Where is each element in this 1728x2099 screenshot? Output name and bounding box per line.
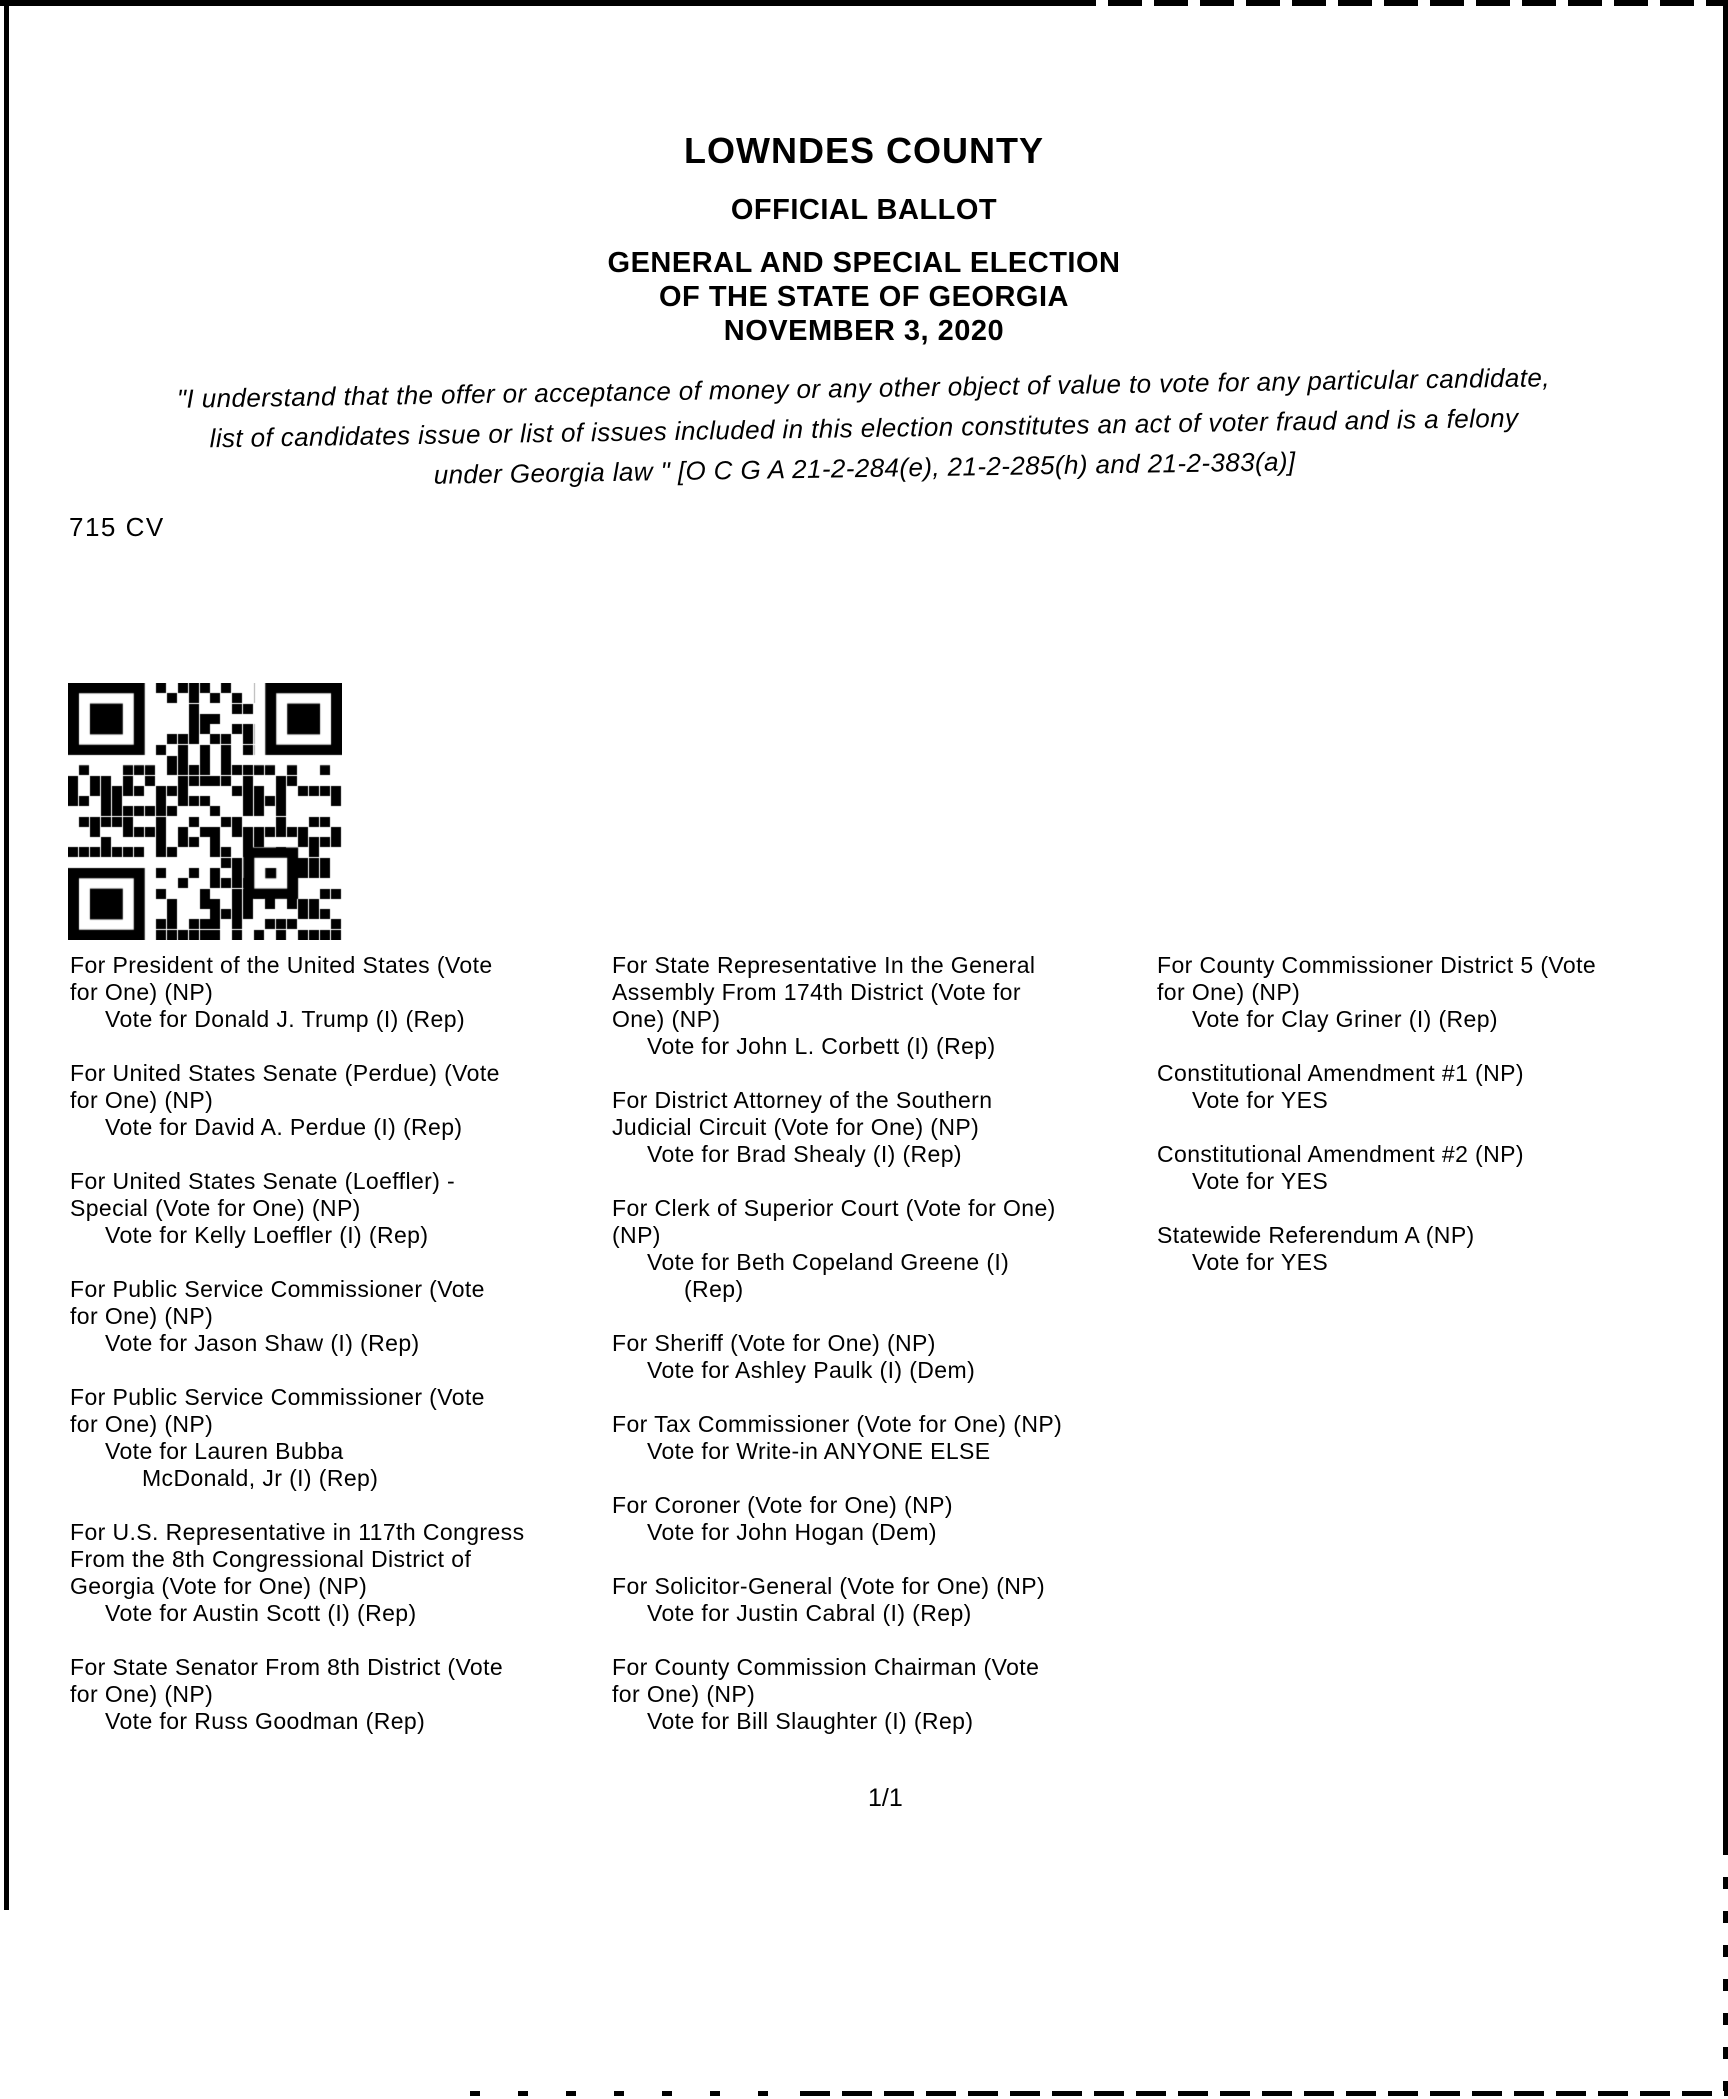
contest (612, 1330, 1157, 1384)
contest (70, 1654, 615, 1735)
vote-selection-line: Vote for Kelly Loeffler (I) (Rep) (105, 1222, 429, 1248)
ballot-style-code: 715 CV (69, 512, 165, 542)
contest-title-line: For District Attorney of the Southern (612, 1087, 993, 1113)
contest-title-line: Statewide Referendum A (NP) (1157, 1222, 1475, 1248)
contest-title-line: For Clerk of Superior Court (Vote for One) (612, 1195, 1056, 1221)
vote-selection-line: Vote for YES (1192, 1249, 1329, 1275)
contest-title-line: For Coroner (Vote for One) (NP) (612, 1492, 953, 1518)
page-border-top-dashed (1062, 0, 1728, 6)
election-title-line: OF THE STATE OF GEORGIA (659, 281, 1069, 313)
vote-selection-line: Vote for YES (1192, 1168, 1329, 1194)
contest (612, 1195, 1157, 1303)
vote-selection-line: Vote for Donald J. Trump (I) (Rep) (105, 1006, 466, 1032)
contest-title-line: for One) (NP) (70, 979, 214, 1005)
contest (1157, 1141, 1702, 1195)
contest (612, 1411, 1157, 1465)
contest (612, 1492, 1157, 1546)
contest-title-line: For United States Senate (Loeffler) - (70, 1168, 456, 1194)
ballot-title: OFFICIAL BALLOT (730, 194, 998, 226)
contest (1157, 1222, 1702, 1276)
page-border-bottom-dashed (800, 2091, 1728, 2096)
contest-title-line: For Solicitor-General (Vote for One) (NP) (612, 1573, 1046, 1599)
page-border-bottom-sparse (470, 2091, 800, 2096)
contest-title-line: for One) (NP) (70, 1303, 214, 1329)
contest-title-line: For President of the United States (Vote (70, 952, 493, 978)
vote-selection-line: Vote for Beth Copeland Greene (I) (647, 1249, 1010, 1275)
contest (70, 1384, 615, 1492)
election-title-line: GENERAL AND SPECIAL ELECTION (607, 247, 1121, 279)
contest (612, 1573, 1157, 1627)
contest-title-line: for One) (NP) (1157, 979, 1301, 1005)
vote-selection-line: Vote for Bill Slaughter (I) (Rep) (647, 1708, 974, 1734)
vote-selection-line: Vote for Austin Scott (I) (Rep) (105, 1600, 417, 1626)
vote-selection-line: Vote for Justin Cabral (I) (Rep) (647, 1600, 972, 1626)
contest-title-line: For Sheriff (Vote for One) (NP) (612, 1330, 936, 1356)
vote-selection-line: Vote for David A. Perdue (I) (Rep) (105, 1114, 463, 1140)
contest-title-line: for One) (NP) (612, 1681, 756, 1707)
page-border-top (0, 0, 1062, 6)
ballot-column-3 (1157, 952, 1702, 1303)
warning-line: "I understand that the offer or acceptance of money or any other object of value to vote for any particular candidate, (176, 362, 1551, 414)
ballot-column-1 (70, 952, 615, 1762)
contest (612, 1087, 1157, 1168)
contest-title-line: for One) (NP) (70, 1681, 214, 1707)
vote-selection-line: Vote for John L. Corbett (I) (Rep) (647, 1033, 996, 1059)
contest-title-line: For State Senator From 8th District (Vote (70, 1654, 504, 1680)
contest-title-line: Judicial Circuit (Vote for One) (NP) (612, 1114, 980, 1140)
vote-selection-line: Vote for Write-in ANYONE ELSE (647, 1438, 991, 1464)
contest-title-line: Georgia (Vote for One) (NP) (70, 1573, 368, 1599)
warning-line: under Georgia law " [O C G A 21-2-284(e), 21-2-285(h) and 21-2-383(a)] (433, 446, 1296, 490)
contest-title-line: For Public Service Commissioner (Vote (70, 1276, 485, 1302)
election-title-line: NOVEMBER 3, 2020 (723, 315, 1005, 347)
contest (1157, 1060, 1702, 1114)
vote-selection-line: Vote for Jason Shaw (I) (Rep) (105, 1330, 420, 1356)
contest-title-line: For County Commissioner District 5 (Vote (1157, 952, 1597, 978)
contest-title-line: For State Representative In the General (612, 952, 1036, 978)
vote-selection-line: Vote for Lauren Bubba (105, 1438, 344, 1464)
contest-title-line: From the 8th Congressional District of (70, 1546, 472, 1572)
contest (70, 952, 615, 1033)
voter-fraud-warning (49, 355, 1679, 501)
contest-title-line: for One) (NP) (70, 1411, 214, 1437)
qr-code (68, 683, 342, 940)
page-number: 1/1 (868, 1784, 903, 1812)
contest-title-line: For Public Service Commissioner (Vote (70, 1384, 485, 1410)
vote-selection-line: McDonald, Jr (I) (Rep) (142, 1465, 379, 1491)
vote-selection-line: Vote for YES (1192, 1087, 1329, 1113)
ballot-column-2 (612, 952, 1157, 1762)
contest-title-line: For U.S. Representative in 117th Congress (70, 1519, 525, 1545)
warning-line: list of candidates issue or list of issues included in this election constitutes an act of voter fraud and is a felony (209, 402, 1519, 454)
contest-title-line: For County Commission Chairman (Vote (612, 1654, 1040, 1680)
contest (70, 1276, 615, 1357)
vote-selection-line: Vote for Brad Shealy (I) (Rep) (647, 1141, 962, 1167)
contest (70, 1168, 615, 1249)
county-name: LOWNDES COUNTY (684, 130, 1044, 171)
vote-selection-line: Vote for Ashley Paulk (I) (Dem) (647, 1357, 976, 1383)
contest-title-line: Special (Vote for One) (NP) (70, 1195, 361, 1221)
contest-title-line: (NP) (612, 1222, 661, 1248)
contest-title-line: Assembly From 174th District (Vote for (612, 979, 1021, 1005)
contest-title-line: For United States Senate (Perdue) (Vote (70, 1060, 500, 1086)
contest (612, 952, 1157, 1060)
contest (70, 1519, 615, 1627)
contest-title-line: for One) (NP) (70, 1087, 214, 1113)
contest (612, 1654, 1157, 1735)
contest-title-line: Constitutional Amendment #1 (NP) (1157, 1060, 1524, 1086)
election-title (0, 246, 1728, 348)
vote-selection-line: Vote for Russ Goodman (Rep) (105, 1708, 426, 1734)
page-border-right-dashed (1723, 1843, 1728, 2096)
vote-selection-line: (Rep) (684, 1276, 744, 1302)
contest-title-line: One) (NP) (612, 1006, 721, 1032)
vote-selection-line: Vote for Clay Griner (I) (Rep) (1192, 1006, 1498, 1032)
contest-title-line: Constitutional Amendment #2 (NP) (1157, 1141, 1524, 1167)
contest (1157, 952, 1702, 1033)
contest-title-line: For Tax Commissioner (Vote for One) (NP) (612, 1411, 1063, 1437)
contest (70, 1060, 615, 1141)
vote-selection-line: Vote for John Hogan (Dem) (647, 1519, 937, 1545)
